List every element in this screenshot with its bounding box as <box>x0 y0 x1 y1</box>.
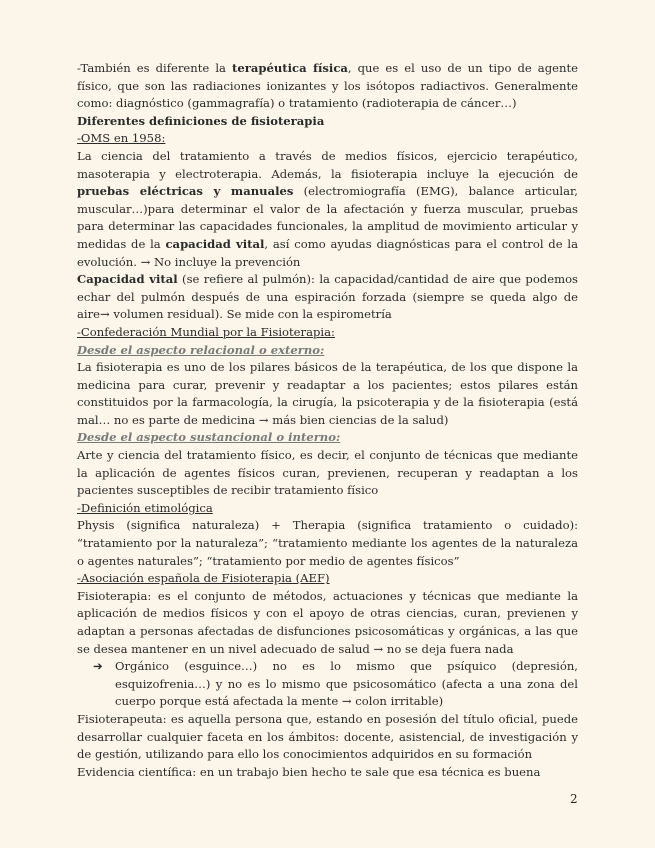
text: (se refiere al pulmón): la capacidad/cantidad de aire que podemos echar del pulmón después de una espiración forzada (siempre se queda algo de aire→ volumen residual). Se mide con la espirometría <box>77 272 579 322</box>
paragraph-capacidad-vital <box>77 271 578 324</box>
bold-term: terapéutica física <box>232 61 348 75</box>
oms-label: -OMS en 1958: <box>77 131 166 146</box>
page-content <box>77 60 578 781</box>
paragraph-evidencia: Evidencia científica: en un trabajo bien hecho te sale que esa técnica es buena <box>77 764 541 779</box>
text: (electromiografía (EMG), balance articular, muscular…)para determinar el valor de la afectación y fuerza muscular, pruebas para determinar las capacidades funcionales, la amplitud de movimiento articular y medidas de la <box>77 184 578 251</box>
arrow-bullet-icon: ➔ <box>93 659 103 674</box>
cmf-label: -Confederación Mundial por la Fisioterapia: <box>77 324 335 339</box>
relacional-label: Desde el aspecto relacional o externo: <box>77 342 325 357</box>
bold-term: Capacidad vital <box>77 272 178 287</box>
paragraph-fisioterapeuta: Fisioterapeuta: es aquella persona que, estando en posesión del título oficial, puede desarrollar cualquier faceta en los ámbitos: docente, asistencial, de investigación y de gestión, utilizando para ello los conocimientos adquiridos en su formación <box>77 711 578 762</box>
text: La ciencia del tratamiento a través de medios físicos, ejercicio terapéutico, masoterapia y electroterapia. Además, la fisioterapia incluye la ejecución de <box>77 148 578 181</box>
bullet-text: Orgánico (esguince…) no es lo mismo que psíquico (depresión, esquizofrenia…) y no es lo mismo que psicosomático (afecta a una zona del cuerpo porque está afectada la mente → colon irritable) <box>115 659 578 709</box>
bold-term: capacidad vital <box>165 236 265 251</box>
text: , así como ayudas diagnósticas para el control de la evolución. → No incluye la prevención <box>77 236 578 269</box>
paragraph-etimologica: Physis (significa naturaleza) + Therapia (significa tratamiento o cuidado): “tratamiento por la naturaleza”; “tratamiento mediante los agentes de la naturaleza o agentes naturales”; “tratamiento por medio de agentes físicos” <box>77 518 578 568</box>
text: , que es el uso de un tipo de agente físico, que son las radiaciones ionizantes y los isótopos radiactivos. Generalmente como: diagnóstico (gammagrafía) o tratamiento (radioterapia de cáncer…) <box>77 61 578 111</box>
paragraph-oms <box>77 148 578 271</box>
text: -También es diferente la <box>77 61 232 75</box>
etimologica-label: -Definición etimológica <box>77 500 213 515</box>
paragraph-sustancional: Arte y ciencia del tratamiento físico, es decir, el conjunto de técnicas que mediante la aplicación de agentes físicos curan, previenen, recuperan y readaptan a los pacientes susceptibles de recibir tratamiento físico <box>77 448 578 498</box>
page-number: 2 <box>570 792 578 806</box>
paragraph-relacional: La fisioterapia es uno de los pilares básicos de la terapéutica, de los que dispone la medicina para curar, prevenir y readaptar a los pacientes; estos pilares están constituidos por la farmacología, la cirugía, la psicoterapia y de la fisioterapia (está mal… no es parte de medicina → más bien ciencias de la salud) <box>77 360 578 427</box>
paragraph-aef: Fisioterapia: es el conjunto de métodos, actuaciones y técnicas que mediante la aplicación de medios físicos y con el apoyo de otras ciencias, curan, previenen y adaptan a personas afectadas de disfunciones psicosomáticas y orgánicas, a las que se desea mantener en un nivel adecuado de salud → no se deja fuera nada <box>77 588 578 656</box>
list-item <box>93 658 578 711</box>
section-heading: Diferentes definiciones de fisioterapia <box>77 113 325 128</box>
sustancional-label: Desde el aspecto sustancional o interno: <box>77 430 341 445</box>
aef-label: -Asociación española de Fisioterapia (AEF) <box>77 571 330 586</box>
paragraph-terapeutica-fisica <box>77 60 578 113</box>
bold-term: pruebas eléctricas y manuales <box>77 184 294 199</box>
